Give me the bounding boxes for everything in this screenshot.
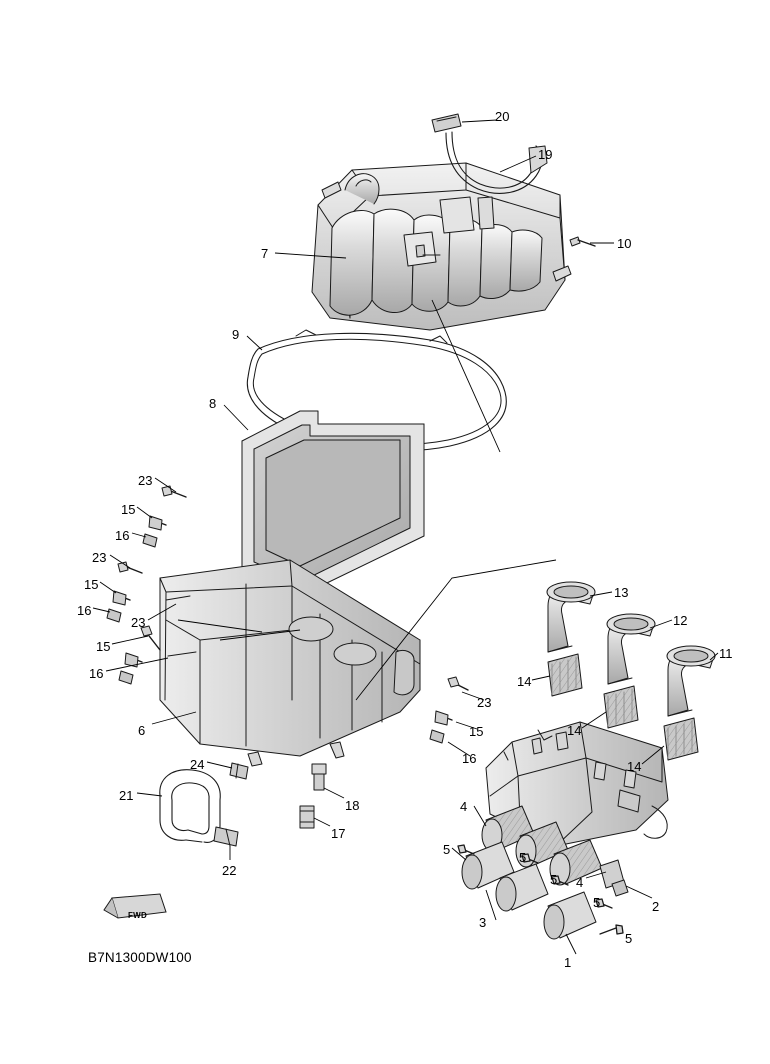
callout-15-b: 15: [84, 577, 99, 592]
callout-14-b: 14: [567, 723, 582, 738]
callout-19: 19: [538, 147, 553, 162]
callout-15-d: 15: [469, 724, 484, 739]
callout-18: 18: [345, 798, 360, 813]
callout-5-e: 5: [625, 931, 633, 946]
callout-12: 12: [673, 613, 688, 628]
callout-5-b: 5: [519, 850, 527, 865]
callout-13: 13: [614, 585, 629, 600]
callout-15-c: 15: [96, 639, 111, 654]
callout-15-a: 15: [121, 502, 136, 517]
callout-17: 17: [331, 826, 346, 841]
fwd-direction-label: FWD: [128, 911, 148, 920]
callout-5-c: 5: [550, 872, 558, 887]
callout-23-d: 23: [477, 695, 492, 710]
callout-14-a: 14: [517, 674, 532, 689]
callout-5-a: 5: [443, 842, 451, 857]
callout-24: 24: [190, 757, 205, 772]
callout-7: 7: [261, 246, 269, 261]
part-code-label: B7N1300DW100: [88, 950, 192, 965]
callout-23-c: 23: [131, 615, 146, 630]
callout-23-a: 23: [138, 473, 153, 488]
callout-4-a: 4: [460, 799, 468, 814]
callout-3: 3: [479, 915, 487, 930]
callout-9: 9: [232, 327, 240, 342]
callout-6: 6: [138, 723, 146, 738]
callout-8: 8: [209, 396, 217, 411]
callout-5-d: 5: [593, 895, 601, 910]
callout-4-b: 4: [576, 875, 584, 890]
callout-16-d: 16: [462, 751, 477, 766]
callout-14-c: 14: [627, 759, 642, 774]
callout-2: 2: [652, 899, 660, 914]
callout-22: 22: [222, 863, 237, 878]
callout-1: 1: [564, 955, 572, 970]
callout-16-b: 16: [77, 603, 92, 618]
callout-16-c: 16: [89, 666, 104, 681]
callout-23-b: 23: [92, 550, 107, 565]
callout-16-a: 16: [115, 528, 130, 543]
callout-21: 21: [119, 788, 134, 803]
callout-11: 11: [719, 646, 733, 661]
callout-10: 10: [617, 236, 632, 251]
callout-20: 20: [495, 109, 510, 124]
